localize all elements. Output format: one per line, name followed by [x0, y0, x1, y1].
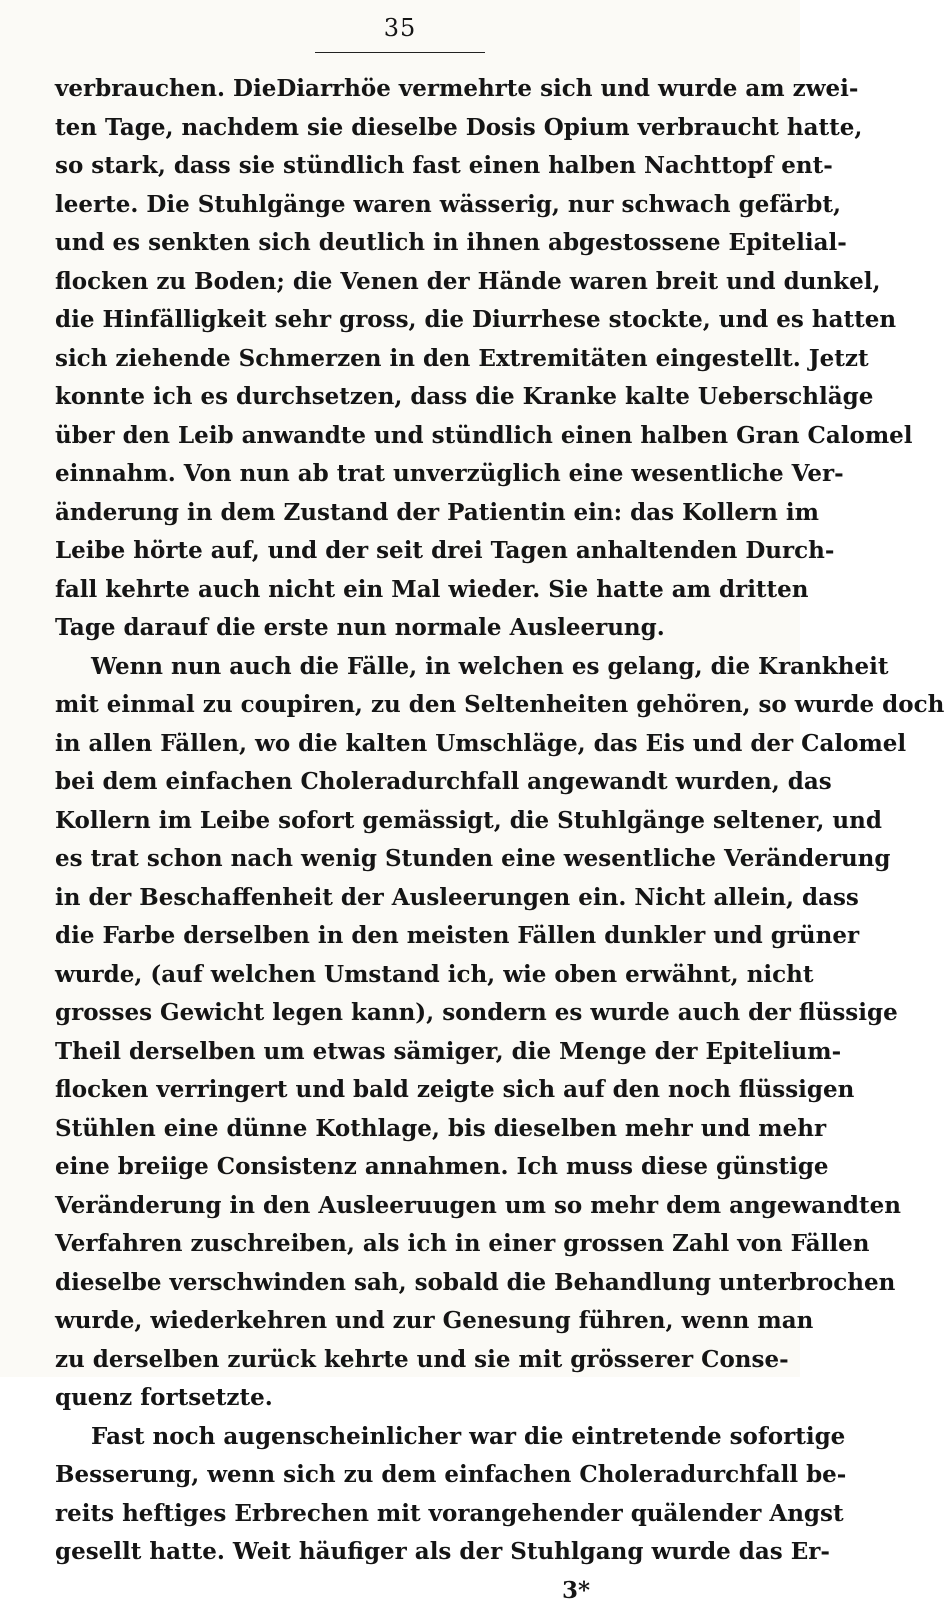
text-line: verbrauchen. DieDiarrhöe vermehrte sich und wurde am zwei-	[55, 70, 745, 109]
page-number: 35	[0, 14, 800, 42]
text-line: die Farbe derselben in den meisten Fällen dunkler und grüner	[55, 917, 745, 956]
text-line: einnahm. Von nun ab trat unverzüglich eine wesentliche Ver-	[55, 455, 745, 494]
text-line: flocken verringert und bald zeigte sich auf den noch flüssigen	[55, 1071, 745, 1110]
text-line: in der Beschaffenheit der Ausleerungen ein. Nicht allein, dass	[55, 879, 745, 918]
text-line: Theil derselben um etwas sämiger, die Menge der Epitelium-	[55, 1033, 745, 1072]
paragraph-start-line: Wenn nun auch die Fälle, in welchen es gelang, die Krankheit	[55, 648, 745, 687]
text-line: Besserung, wenn sich zu dem einfachen Choleradurchfall be-	[55, 1456, 745, 1495]
paragraph-end-line: quenz fortsetzte.	[55, 1379, 745, 1418]
text-line: leerte. Die Stuhlgänge waren wässerig, nur schwach gefärbt,	[55, 186, 745, 225]
text-line: über den Leib anwandte und stündlich einen halben Gran Calomel	[55, 417, 745, 456]
text-line: fall kehrte auch nicht ein Mal wieder. Sie hatte am dritten	[55, 571, 745, 610]
text-line: gesellt hatte. Weit häufiger als der Stuhlgang wurde das Er-	[55, 1533, 745, 1572]
text-line: Verfahren zuschreiben, als ich in einer grossen Zahl von Fällen	[55, 1225, 745, 1264]
body-text	[55, 70, 745, 1610]
text-line: dieselbe verschwinden sah, sobald die Behandlung unterbrochen	[55, 1264, 745, 1303]
text-line: bei dem einfachen Choleradurchfall angewandt wurden, das	[55, 763, 745, 802]
text-line: änderung in dem Zustand der Patientin ein: das Kollern im	[55, 494, 745, 533]
text-line: mit einmal zu coupiren, zu den Seltenheiten gehören, so wurde doch	[55, 686, 745, 725]
text-line: eine breiige Consistenz annahmen. Ich muss diese günstige	[55, 1148, 745, 1187]
text-line: ten Tage, nachdem sie dieselbe Dosis Opium verbraucht hatte,	[55, 109, 745, 148]
paragraph-end-line: Tage darauf die erste nun normale Ausleerung.	[55, 609, 745, 648]
text-line: Leibe hörte auf, und der seit drei Tagen anhaltenden Durch-	[55, 532, 745, 571]
signature-mark: 3*	[55, 1572, 745, 1610]
text-line: die Hinfälligkeit sehr gross, die Diurrhese stockte, und es hatten	[55, 301, 745, 340]
text-line: reits heftiges Erbrechen mit vorangehender quälender Angst	[55, 1495, 745, 1534]
header-rule	[315, 52, 485, 53]
text-line: es trat schon nach wenig Stunden eine wesentliche Veränderung	[55, 840, 745, 879]
text-line: in allen Fällen, wo die kalten Umschläge, das Eis und der Calomel	[55, 725, 745, 764]
text-line: grosses Gewicht legen kann), sondern es wurde auch der flüssige	[55, 994, 745, 1033]
text-line: wurde, (auf welchen Umstand ich, wie oben erwähnt, nicht	[55, 956, 745, 995]
text-line: sich ziehende Schmerzen in den Extremitäten eingestellt. Jetzt	[55, 340, 745, 379]
text-line: und es senkten sich deutlich in ihnen abgestossene Epitelial-	[55, 224, 745, 263]
text-line: Veränderung in den Ausleeruugen um so mehr dem angewandten	[55, 1187, 745, 1226]
text-line: flocken zu Boden; die Venen der Hände waren breit und dunkel,	[55, 263, 745, 302]
text-line: konnte ich es durchsetzen, dass die Kranke kalte Ueberschläge	[55, 378, 745, 417]
text-line: zu derselben zurück kehrte und sie mit grösserer Conse-	[55, 1341, 745, 1380]
text-line: Stühlen eine dünne Kothlage, bis dieselben mehr und mehr	[55, 1110, 745, 1149]
text-line: Kollern im Leibe sofort gemässigt, die Stuhlgänge seltener, und	[55, 802, 745, 841]
text-line: wurde, wiederkehren und zur Genesung führen, wenn man	[55, 1302, 745, 1341]
paragraph-start-line: Fast noch augenscheinlicher war die eintretende sofortige	[55, 1418, 745, 1457]
text-line: so stark, dass sie stündlich fast einen halben Nachttopf ent-	[55, 147, 745, 186]
